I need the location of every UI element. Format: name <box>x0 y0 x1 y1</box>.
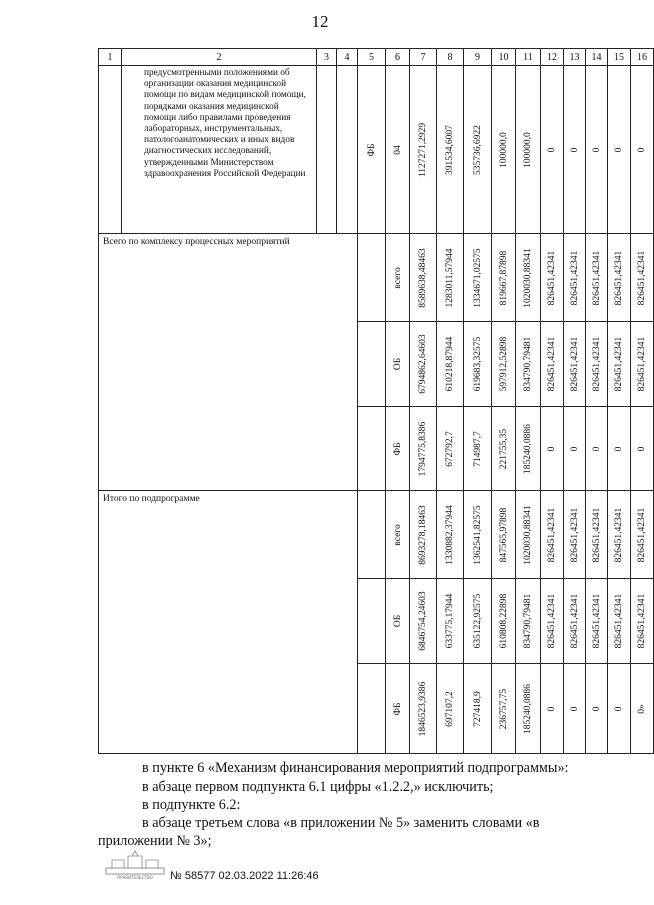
cell-value: 826451,42341 <box>637 507 647 562</box>
cell-value: 826451,42341 <box>637 250 647 305</box>
cell-value: 826451,42341 <box>569 507 580 562</box>
measure-description: предусмотренными положениями об организации оказания медицинской помощи по видам медицинской помощи, порядками оказания медицинской помощи либо правилами проведения лабораторных, инструментальных, патологоанатомических и иных видов диагностических исследований, утвержденными Министерством здравоохранения Российской Федерации <box>144 68 306 179</box>
value-cell <box>464 66 492 234</box>
cell-value: ОБ <box>392 357 403 371</box>
cell-value: 714987,7 <box>472 430 483 467</box>
value-cell <box>492 491 516 579</box>
cell-value: 0 <box>591 147 602 152</box>
table-row <box>99 66 654 234</box>
value-cell <box>437 407 464 491</box>
value-cell <box>464 579 492 664</box>
value-cell <box>492 664 516 754</box>
empty-cell <box>358 579 386 664</box>
cell-value: всего <box>392 266 403 289</box>
cell-value: ФБ <box>392 702 403 715</box>
cell-value: 619683,32575 <box>472 336 483 392</box>
cell-value: 1330882,37944 <box>445 504 455 565</box>
header-cell: 6 <box>386 49 410 66</box>
value-cell <box>464 322 492 407</box>
cell-value: 727418,9 <box>472 690 483 727</box>
value-cell <box>541 491 564 579</box>
cell-value: 826451,42341 <box>591 593 602 649</box>
cell-value: 0 <box>591 706 602 711</box>
value-cell <box>564 322 586 407</box>
cell-value: ФБ <box>366 143 377 156</box>
cell-value: 826451,42341 <box>614 507 624 562</box>
header-cell: 9 <box>464 49 492 66</box>
funding-type-cell <box>386 579 410 664</box>
cell-value: 1794775,8386 <box>418 421 428 476</box>
header-cell: 5 <box>358 49 386 66</box>
cell-value: 826451,42341 <box>637 593 647 649</box>
value-cell <box>516 66 541 234</box>
cell-value: 672792,7 <box>445 430 455 467</box>
section-label-cell <box>99 234 358 491</box>
cell-value: 0 <box>547 706 557 711</box>
value-cell <box>437 66 464 234</box>
document-reference: № 58577 02.03.2022 11:26:46 <box>170 870 319 882</box>
paragraph: приложении № 3»; <box>98 833 212 849</box>
cell-value: ФБ <box>392 442 403 455</box>
cell-value: 185240,0886 <box>523 423 533 474</box>
cell-value: 0» <box>637 703 647 714</box>
value-cell <box>464 234 492 322</box>
value-cell <box>608 407 631 491</box>
value-cell <box>608 322 631 407</box>
funding-source-cell <box>358 66 386 234</box>
empty-cell <box>358 664 386 754</box>
cell-value: 391534,6007 <box>445 124 455 175</box>
cell-value: 610218,87944 <box>445 336 455 392</box>
value-cell <box>631 579 654 664</box>
cell-value: 1127271,2929 <box>418 122 428 177</box>
header-cell: 13 <box>564 49 586 66</box>
empty-cell <box>317 66 337 234</box>
cell-value: 1020030,88341 <box>523 504 533 565</box>
section-label: Всего по комплексу процессных мероприятий <box>103 237 290 247</box>
cell-value: 610808,22898 <box>498 593 509 649</box>
cell-value: 826451,42341 <box>569 336 580 392</box>
value-cell <box>410 491 437 579</box>
cell-value: 826451,42341 <box>614 336 624 392</box>
header-cell: 8 <box>437 49 464 66</box>
header-cell: 10 <box>492 49 516 66</box>
value-cell <box>564 579 586 664</box>
cell-value: 819667,87898 <box>498 250 509 305</box>
cell-value: 100000,0 <box>498 131 509 168</box>
funding-type-cell <box>386 234 410 322</box>
empty-cell <box>358 491 386 579</box>
cell-value: 847565,97898 <box>498 507 509 562</box>
funding-type-cell <box>386 407 410 491</box>
cell-value: 100000,0 <box>523 131 533 168</box>
header-cell: 4 <box>337 49 358 66</box>
value-cell <box>437 491 464 579</box>
value-cell <box>608 234 631 322</box>
funding-type-cell <box>386 664 410 754</box>
cell-value: 633775,17944 <box>445 593 455 649</box>
header-cell: 1 <box>99 49 122 66</box>
header-cell: 2 <box>122 49 317 66</box>
funding-type-cell <box>386 491 410 579</box>
cell-value: 221755,35 <box>498 428 509 469</box>
value-cell <box>541 322 564 407</box>
value-cell <box>608 491 631 579</box>
value-cell <box>564 66 586 234</box>
cell-value: 8589638,48463 <box>418 247 428 308</box>
cell-value: 826451,42341 <box>569 593 580 649</box>
svg-text:ПРАВИТЕЛЬСТВО: ПРАВИТЕЛЬСТВО <box>117 875 153 880</box>
table-row <box>99 234 654 322</box>
value-cell <box>564 491 586 579</box>
cell-value: 0 <box>591 446 602 451</box>
value-cell <box>437 234 464 322</box>
budget-table <box>98 48 654 754</box>
value-cell <box>631 664 654 754</box>
header-cell: 11 <box>516 49 541 66</box>
value-cell <box>564 234 586 322</box>
cell-value: всего <box>392 523 403 546</box>
value-cell <box>586 407 608 491</box>
empty-cell <box>358 322 386 407</box>
cell-value: 1846523,9386 <box>418 681 428 736</box>
value-cell <box>586 234 608 322</box>
cell-value: 0 <box>547 446 557 451</box>
cell-value: 826451,42341 <box>591 250 602 305</box>
cell-value: 826451,42341 <box>591 507 602 562</box>
value-cell <box>437 579 464 664</box>
cell-value: 0 <box>569 446 580 451</box>
value-cell <box>564 407 586 491</box>
value-cell <box>410 234 437 322</box>
value-cell <box>586 66 608 234</box>
cell-value: 826451,42341 <box>547 336 557 392</box>
value-cell <box>631 491 654 579</box>
value-cell <box>410 664 437 754</box>
value-cell <box>437 322 464 407</box>
cell-value: 0 <box>614 147 624 152</box>
cell-value: 826451,42341 <box>637 336 647 392</box>
section-label: Итого по подпрограмме <box>103 494 200 504</box>
cell-value: 1283011,57944 <box>445 247 455 308</box>
value-cell <box>541 407 564 491</box>
cell-value: 1362541,82575 <box>472 504 483 565</box>
value-cell <box>437 664 464 754</box>
section-label-cell <box>99 491 358 754</box>
value-cell <box>492 579 516 664</box>
value-cell <box>586 322 608 407</box>
value-cell <box>410 322 437 407</box>
value-cell <box>492 407 516 491</box>
government-stamp-icon <box>104 850 166 880</box>
value-cell <box>492 322 516 407</box>
value-cell <box>564 664 586 754</box>
value-cell <box>608 664 631 754</box>
cell-value: 6846754,24603 <box>418 591 428 651</box>
paragraph: в пункте 6 «Механизм финансирования мероприятий подпрограммы»: <box>142 760 569 776</box>
header-cell: 7 <box>410 49 437 66</box>
value-cell <box>631 407 654 491</box>
cell-value: 0 <box>637 446 647 451</box>
cell-value: 8693278,18463 <box>418 504 428 565</box>
value-cell <box>492 66 516 234</box>
code-cell <box>386 66 410 234</box>
paragraph: в абзаце первом подпункта 6.1 цифры «1.2.2,» исключить; <box>142 779 494 795</box>
empty-cell <box>337 66 358 234</box>
header-cell: 3 <box>317 49 337 66</box>
header-cell: 14 <box>586 49 608 66</box>
cell-value: 0 <box>637 147 647 152</box>
value-cell <box>516 407 541 491</box>
value-cell <box>410 579 437 664</box>
paragraph: в абзаце третьем слова «в приложении № 5» заменить словами «в <box>142 815 540 831</box>
cell-value: 0 <box>569 706 580 711</box>
value-cell <box>631 66 654 234</box>
value-cell <box>410 407 437 491</box>
value-cell <box>516 234 541 322</box>
value-cell <box>410 66 437 234</box>
value-cell <box>631 322 654 407</box>
cell-value: 1334671,02575 <box>472 247 483 308</box>
empty-cell <box>358 407 386 491</box>
cell-value: 834790,79481 <box>523 593 533 649</box>
paragraph: в подпункте 6.2: <box>142 797 241 813</box>
value-cell <box>516 491 541 579</box>
value-cell <box>464 407 492 491</box>
cell-value: 04 <box>392 144 403 155</box>
cell-value: 0 <box>614 446 624 451</box>
value-cell <box>608 66 631 234</box>
cell-value: 635122,92575 <box>472 593 483 649</box>
funding-type-cell <box>386 322 410 407</box>
cell-value: 0 <box>547 147 557 152</box>
empty-cell <box>99 66 122 234</box>
value-cell <box>492 234 516 322</box>
cell-value: 535736,6922 <box>472 124 483 175</box>
cell-value: 0 <box>614 706 624 711</box>
cell-value: 826451,42341 <box>569 250 580 305</box>
cell-value: 826451,42341 <box>547 593 557 649</box>
cell-value: 597912,52898 <box>498 336 509 392</box>
cell-value: 826451,42341 <box>547 507 557 562</box>
table-header-row <box>99 49 654 66</box>
value-cell <box>541 66 564 234</box>
header-cell: 15 <box>608 49 631 66</box>
value-cell <box>464 491 492 579</box>
cell-value: 236757,75 <box>498 688 509 729</box>
header-cell: 16 <box>631 49 654 66</box>
description-cell <box>122 66 317 234</box>
cell-value: 6794862,64603 <box>418 334 428 394</box>
value-cell <box>541 234 564 322</box>
value-cell <box>541 579 564 664</box>
value-cell <box>586 491 608 579</box>
value-cell <box>516 664 541 754</box>
header-cell: 12 <box>541 49 564 66</box>
value-cell <box>586 579 608 664</box>
value-cell <box>608 579 631 664</box>
cell-value: 826451,42341 <box>591 336 602 392</box>
empty-cell <box>358 234 386 322</box>
cell-value: 0 <box>569 147 580 152</box>
page-number: 12 <box>311 12 329 31</box>
cell-value: 697107,2 <box>445 690 455 727</box>
cell-value: 826451,42341 <box>614 250 624 305</box>
cell-value: 185240,0886 <box>523 683 533 734</box>
value-cell <box>464 664 492 754</box>
table-row <box>99 491 654 579</box>
cell-value: ОБ <box>392 614 403 628</box>
value-cell <box>541 664 564 754</box>
value-cell <box>516 579 541 664</box>
value-cell <box>516 322 541 407</box>
cell-value: 1020030,88341 <box>523 247 533 308</box>
cell-value: 826451,42341 <box>547 250 557 305</box>
value-cell <box>631 234 654 322</box>
cell-value: 826451,42341 <box>614 593 624 649</box>
value-cell <box>586 664 608 754</box>
cell-value: 834790,79481 <box>523 336 533 392</box>
